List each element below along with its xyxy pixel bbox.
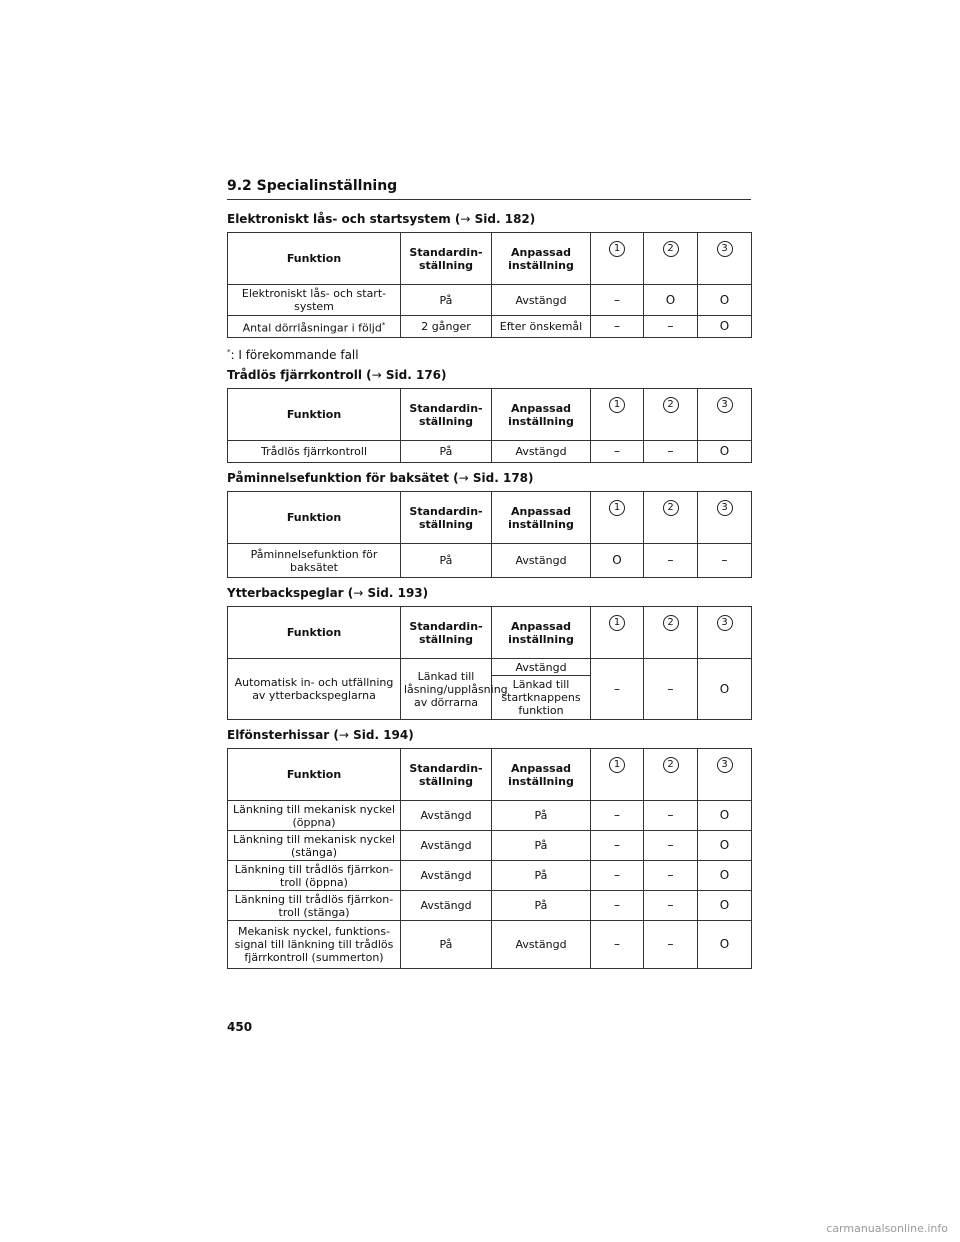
header-standard: Standardin-ställning <box>401 233 492 285</box>
cell-c3: O <box>698 921 752 969</box>
cell-c2: – <box>644 441 698 463</box>
arrow-icon: → <box>371 368 382 382</box>
table-header-row <box>228 607 752 659</box>
circled-number-3: 3 <box>717 757 733 773</box>
circled-number-2: 2 <box>663 397 679 413</box>
header-col-3 <box>698 233 752 285</box>
cell-funktion: Länkning till trådlös fjärrkon-troll (öppna) <box>228 861 401 891</box>
header-anpassad: Anpassad inställning <box>492 233 591 285</box>
title-text: Ytterbackspeglar ( <box>227 586 354 600</box>
circled-number-3: 3 <box>717 500 733 516</box>
footnote <box>227 344 751 360</box>
arrow-icon: → <box>353 586 364 600</box>
cell-c2: – <box>644 659 698 720</box>
cell-c1: – <box>591 891 644 921</box>
header-col-2 <box>644 389 698 441</box>
cell-c2: – <box>644 544 698 578</box>
cell-anpassad: På <box>492 801 591 831</box>
table-row <box>228 831 752 861</box>
cell-standard: På <box>401 921 492 969</box>
manual-page <box>227 176 751 969</box>
cell-c2: – <box>644 861 698 891</box>
cell-standard: Avstängd <box>401 831 492 861</box>
cell-c1: O <box>591 544 644 578</box>
cell-c3: O <box>698 659 752 720</box>
table-title-power-windows <box>227 726 751 744</box>
cell-anpassad: Avstängd <box>492 921 591 969</box>
page-ref-link[interactable]: Sid. 194) <box>348 728 414 742</box>
cell-c1: – <box>591 659 644 720</box>
table-header-row <box>228 492 752 544</box>
circled-number-1: 1 <box>609 397 625 413</box>
table-row <box>228 441 752 463</box>
header-funktion: Funktion <box>228 389 401 441</box>
cell-c1: – <box>591 831 644 861</box>
table-title-rear-seat-reminder <box>227 469 751 487</box>
cell-anpassad: På <box>492 891 591 921</box>
page-ref-link[interactable]: Sid. 178) <box>468 471 534 485</box>
cell-c1: – <box>591 316 644 338</box>
cell-standard: På <box>401 441 492 463</box>
arrow-icon: → <box>458 471 469 485</box>
cell-c1: – <box>591 861 644 891</box>
title-text: Påminnelsefunktion för baksätet ( <box>227 471 459 485</box>
cell-standard: Avstängd <box>401 891 492 921</box>
circled-number-3: 3 <box>717 241 733 257</box>
header-col-3 <box>698 607 752 659</box>
cell-anpassad-option-off: Avstängd <box>492 659 591 676</box>
cell-funktion: Automatisk in- och utfällning av ytterbackspeglarna <box>228 659 401 720</box>
header-col-3 <box>698 389 752 441</box>
header-funktion: Funktion <box>228 607 401 659</box>
cell-anpassad: Avstängd <box>492 544 591 578</box>
cell-funktion: Påminnelsefunktion för baksätet <box>228 544 401 578</box>
header-col-2 <box>644 749 698 801</box>
header-anpassad: Anpassad inställning <box>492 607 591 659</box>
cell-standard: Länkad till låsning/upplåsning av dörrarna <box>401 659 492 720</box>
page-ref-link[interactable]: Sid. 193) <box>363 586 429 600</box>
header-col-1 <box>591 233 644 285</box>
cell-standard: Avstängd <box>401 861 492 891</box>
cell-c3: O <box>698 441 752 463</box>
header-funktion: Funktion <box>228 233 401 285</box>
header-col-1 <box>591 492 644 544</box>
settings-table-lock-start <box>227 232 752 338</box>
cell-c3: O <box>698 285 752 316</box>
cell-c2: O <box>644 285 698 316</box>
header-standard: Standardin-ställning <box>401 749 492 801</box>
header-standard: Standardin-ställning <box>401 492 492 544</box>
cell-funktion: Länkning till trådlös fjärrkon-troll (stänga) <box>228 891 401 921</box>
table-row <box>228 921 752 969</box>
table-row <box>228 659 752 676</box>
cell-c3: O <box>698 861 752 891</box>
header-col-2 <box>644 233 698 285</box>
circled-number-1: 1 <box>609 615 625 631</box>
table-row <box>228 891 752 921</box>
section-header: 9.2 Specialinställning <box>227 176 751 200</box>
header-col-2 <box>644 607 698 659</box>
circled-number-1: 1 <box>609 500 625 516</box>
cell-funktion: Trådlös fjärrkontroll <box>228 441 401 463</box>
cell-c1: – <box>591 921 644 969</box>
header-col-1 <box>591 749 644 801</box>
cell-c1: – <box>591 801 644 831</box>
cell-funktion <box>228 316 401 338</box>
title-text: Trådlös fjärrkontroll ( <box>227 368 372 382</box>
cell-c2: – <box>644 891 698 921</box>
header-col-2 <box>644 492 698 544</box>
header-funktion: Funktion <box>228 749 401 801</box>
cell-anpassad: Avstängd <box>492 441 591 463</box>
table-header-row <box>228 389 752 441</box>
cell-c2: – <box>644 921 698 969</box>
circled-number-1: 1 <box>609 241 625 257</box>
cell-standard: På <box>401 285 492 316</box>
circled-number-2: 2 <box>663 500 679 516</box>
cell-funktion: Elektroniskt lås- och start-system <box>228 285 401 316</box>
title-text: Elfönsterhissar ( <box>227 728 339 742</box>
settings-table-rear-seat-reminder <box>227 491 752 578</box>
header-col-3 <box>698 492 752 544</box>
page-ref-link[interactable]: Sid. 182) <box>470 212 536 226</box>
footnote-marker: * <box>227 348 231 356</box>
footnote-marker: * <box>381 320 386 329</box>
header-col-1 <box>591 607 644 659</box>
cell-anpassad: Avstängd <box>492 285 591 316</box>
cell-c3: – <box>698 544 752 578</box>
cell-standard: 2 gånger <box>401 316 492 338</box>
circled-number-3: 3 <box>717 397 733 413</box>
header-standard: Standardin-ställning <box>401 389 492 441</box>
arrow-icon: → <box>460 212 471 226</box>
title-text: Elektroniskt lås- och startsystem ( <box>227 212 461 226</box>
table-header-row <box>228 233 752 285</box>
cell-c2: – <box>644 831 698 861</box>
header-funktion: Funktion <box>228 492 401 544</box>
circled-number-2: 2 <box>663 615 679 631</box>
cell-funktion-text: Antal dörrlåsningar i följd <box>242 321 382 335</box>
cell-c1: – <box>591 441 644 463</box>
table-title-remote <box>227 366 751 384</box>
cell-funktion: Mekanisk nyckel, funktions-signal till länkning till trådlös fjärrkontroll (summerton) <box>228 921 401 969</box>
cell-anpassad: På <box>492 831 591 861</box>
cell-c3: O <box>698 891 752 921</box>
table-row <box>228 544 752 578</box>
header-col-3 <box>698 749 752 801</box>
circled-number-3: 3 <box>717 615 733 631</box>
circled-number-2: 2 <box>663 241 679 257</box>
footnote-text: : I förekommande fall <box>230 348 359 362</box>
cell-anpassad: På <box>492 861 591 891</box>
circled-number-2: 2 <box>663 757 679 773</box>
cell-funktion: Länkning till mekanisk nyckel (öppna) <box>228 801 401 831</box>
table-row <box>228 801 752 831</box>
cell-c2: – <box>644 316 698 338</box>
cell-standard: Avstängd <box>401 801 492 831</box>
table-title-lock-start <box>227 210 751 228</box>
watermark: carmanualsonline.info <box>826 1222 948 1235</box>
cell-c2: – <box>644 801 698 831</box>
table-header-row <box>228 749 752 801</box>
cell-c3: O <box>698 801 752 831</box>
settings-table-mirrors <box>227 606 752 720</box>
cell-c1: – <box>591 285 644 316</box>
table-row <box>228 861 752 891</box>
page-ref-link[interactable]: Sid. 176) <box>381 368 447 382</box>
settings-table-remote <box>227 388 752 463</box>
table-row <box>228 316 752 338</box>
cell-c3: O <box>698 316 752 338</box>
cell-funktion: Länkning till mekanisk nyckel (stänga) <box>228 831 401 861</box>
arrow-icon: → <box>338 728 349 742</box>
header-anpassad: Anpassad inställning <box>492 492 591 544</box>
cell-c3: O <box>698 831 752 861</box>
table-row <box>228 285 752 316</box>
header-col-1 <box>591 389 644 441</box>
table-title-mirrors <box>227 584 751 602</box>
header-anpassad: Anpassad inställning <box>492 749 591 801</box>
cell-standard: På <box>401 544 492 578</box>
settings-table-power-windows <box>227 748 752 969</box>
page-number: 450 <box>227 1020 253 1034</box>
cell-anpassad-option-start: Länkad till startknappens funktion <box>492 676 591 720</box>
cell-anpassad: Efter önskemål <box>492 316 591 338</box>
circled-number-1: 1 <box>609 757 625 773</box>
header-anpassad: Anpassad inställning <box>492 389 591 441</box>
header-standard: Standardin-ställning <box>401 607 492 659</box>
